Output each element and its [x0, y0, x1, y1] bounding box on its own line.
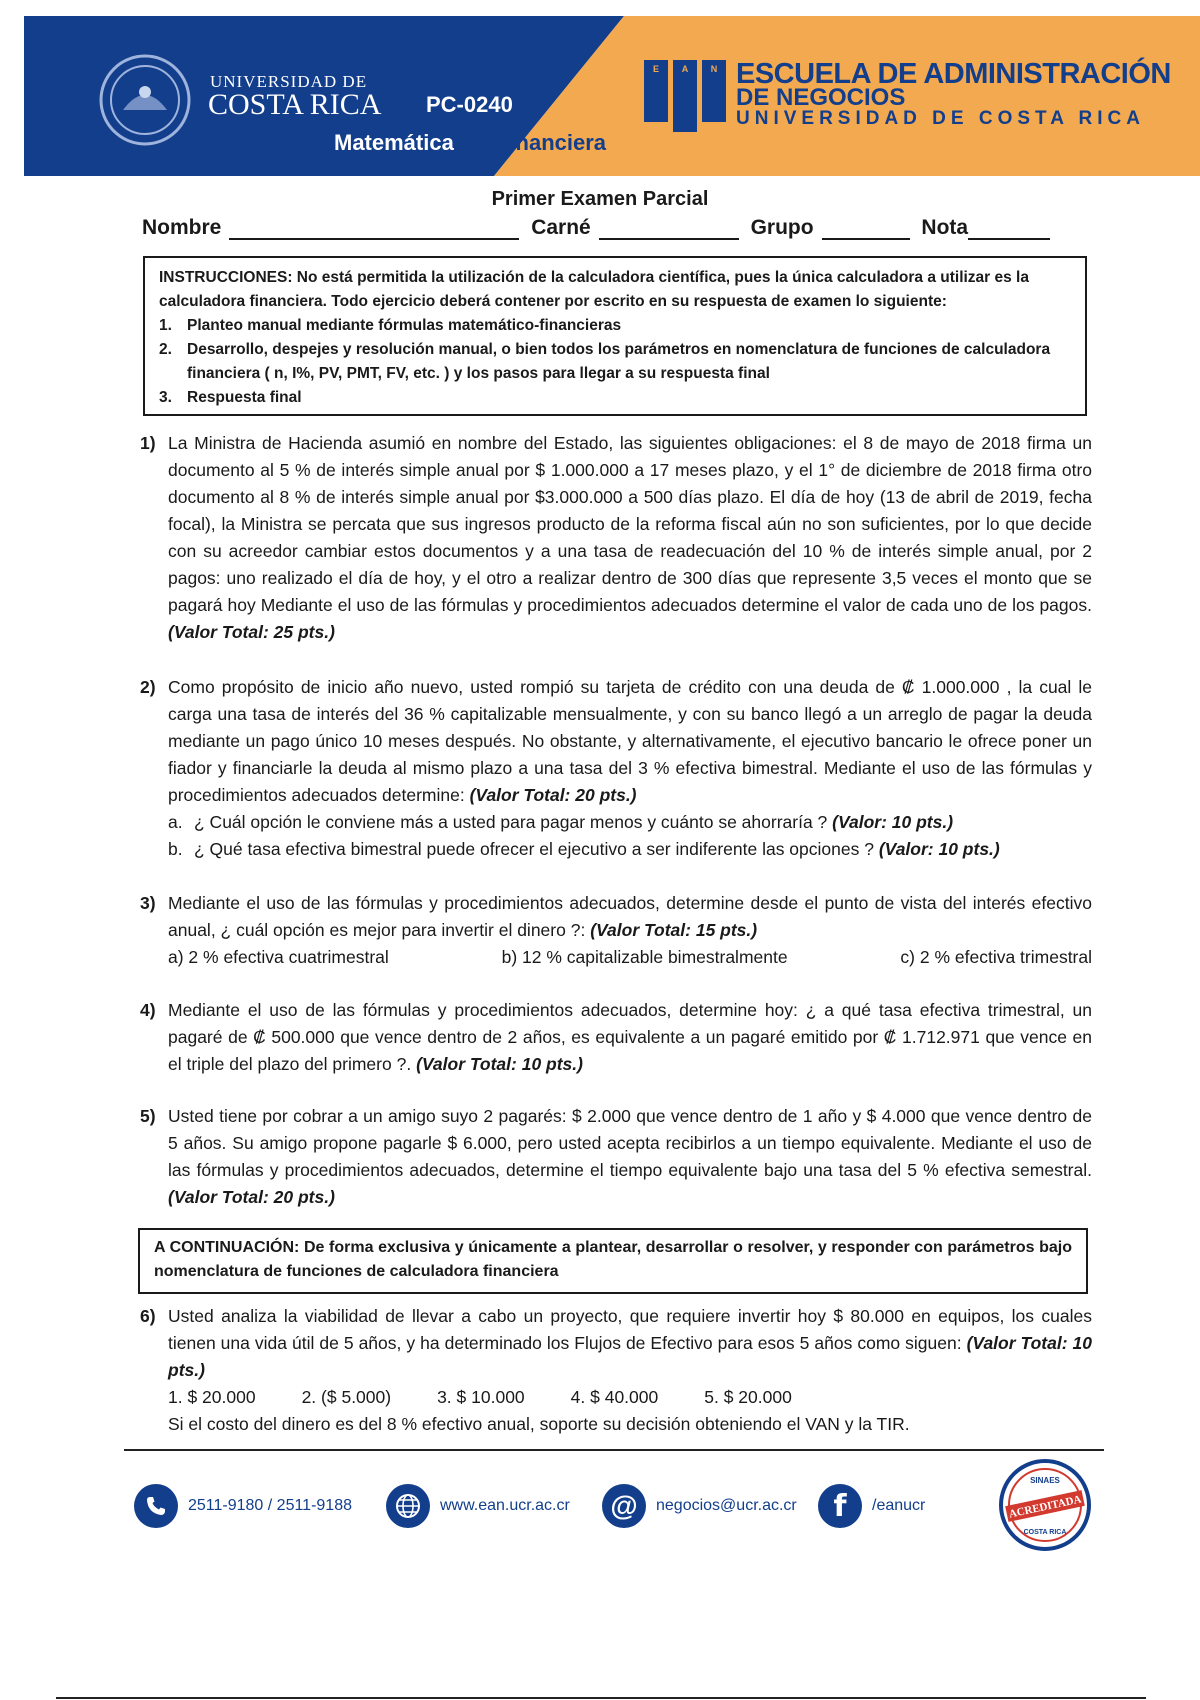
cash-flow-4: 4. $ 40.000 — [570, 1387, 659, 1407]
question-6 — [140, 1303, 1092, 1438]
question-points: (Valor Total: 20 pts.) — [168, 1187, 335, 1207]
facebook-icon: f — [818, 1484, 862, 1528]
question-points: (Valor Total: 15 pts.) — [590, 920, 758, 940]
question-text: Mediante el uso de las fórmulas y procedimientos adecuados, determine desde el punto de vista del interés efectivo anual, ¿ cuál opción es mejor para invertir el dinero ?: — [168, 893, 1092, 940]
banner-background — [24, 16, 1200, 176]
group-label: Grupo — [750, 216, 814, 239]
phone-icon — [134, 1484, 178, 1528]
subquestion-b: b. ¿ Qué tasa efectiva bimestral puede ofrecer el ejecutivo a ser indiferente las opciones ? (Valor: 10 pts.) — [168, 839, 1000, 859]
ucr-seal-icon — [95, 50, 195, 150]
question-3 — [140, 890, 1092, 971]
question-number: 6) — [140, 1306, 156, 1326]
school-line1: ESCUELA DE ADMINISTRACIÓN — [736, 58, 1171, 90]
email-text: negocios@ucr.ac.cr — [656, 1497, 797, 1514]
question-text: Usted analiza la viabilidad de llevar a cabo un proyecto, que requiere invertir hoy $ 80.000 en equipos, los cuales tienen una vida útil de 5 años, y ha determinado los Flujos de Efectivo para esos 5 años como siguen: — [168, 1306, 1092, 1353]
question-text: La Ministra de Hacienda asumió en nombre del Estado, las siguientes obligaciones: el 8 de mayo de 2018 firma un documento al 5 % de interés simple anual por $ 1.000.000 a 17 meses plazo, y el 1° de diciembre de 2018 firma otro documento al 8 % de interés simple anual por $3.000.000 a 500 días plazo. El día de hoy (13 de abril de 2019, fecha focal), la Ministra se percata que sus ingresos producto de la reforma fiscal aún no son suficientes, por lo que decide con su acreedor cambiar estos documentos y a una tasa de readecuación del 10 % de interés simple anual, por 2 pagos: uno realizado el día de hoy, y el otro a realizar dentro de 300 días que represente 3,5 veces el monto que se pagará hoy Mediante el uso de las fórmulas y procedimientos adecuados determine el valor de cada uno de los pagos. — [168, 433, 1092, 615]
name-blank[interactable] — [229, 218, 519, 240]
cash-flow-3: 3. $ 10.000 — [437, 1387, 525, 1407]
option-c: c) 2 % efectiva trimestral — [900, 947, 1092, 967]
question-5 — [140, 1103, 1092, 1211]
instruction-item: 1. Planteo manual mediante fórmulas matemático-financieras — [159, 317, 622, 334]
question-number: 5) — [140, 1106, 156, 1126]
question-points: (Valor Total: 10 pts.) — [168, 1333, 1092, 1380]
group-blank[interactable] — [822, 218, 910, 240]
question-text: Mediante el uso de las fórmulas y procedimientos adecuados, determine hoy: ¿ a qué tasa efectiva trimestral, un pagaré de ₡ 500.000 que vence dentro de 2 años, es equivalente a un pagaré emitido por ₡ 1.712.971 que vence en el triple del plazo del primero ?. — [168, 1000, 1092, 1074]
question-closing: Si el costo del dinero es del 8 % efectivo anual, soporte su decisión obteniendo el VAN y la TIR. — [168, 1414, 910, 1434]
accreditation-badge — [998, 1458, 1092, 1552]
grade-blank[interactable] — [968, 218, 1050, 240]
carne-blank[interactable] — [599, 218, 739, 240]
options-row — [168, 944, 1092, 971]
question-number: 4) — [140, 1000, 156, 1020]
question-number: 1) — [140, 433, 156, 453]
subquestion-a: a. ¿ Cuál opción le conviene más a usted para pagar menos y cuánto se ahorraría ? (Valor: 10 pts.) — [168, 812, 954, 832]
ean-logo-icon — [644, 60, 726, 132]
footer-website[interactable] — [386, 1484, 570, 1528]
question-text: Como propósito de inicio año nuevo, usted rompió su tarjeta de crédito con una deuda de ₡ 1.000.000 , la cual le carga una tasa de interés del 36 % capitalizable mensualmente, y con su banco llegó a un arreglo de pagar la deuda mediante un pago único 10 meses después. No obstante, y alternativamente, el ejecutivo bancario le ofrece poner un fiador y financiarle la deuda al mismo plazo a una tasa del 3 % efectiva bimestral. Mediante el uso de las fórmulas y procedimientos adecuados determine: — [168, 677, 1092, 805]
school-line3: UNIVERSIDAD DE COSTA RICA — [736, 108, 1145, 129]
globe-icon — [386, 1484, 430, 1528]
question-number: 3) — [140, 893, 156, 913]
question-number: 2) — [140, 677, 156, 697]
ean-letter-a: A — [681, 64, 689, 74]
phone-text: 2511-9180 / 2511-9188 — [188, 1497, 352, 1514]
ean-letter-n: N — [710, 64, 718, 74]
course-name-part2: Financiera — [496, 130, 607, 155]
footer-email[interactable] — [602, 1484, 797, 1528]
cash-flows-row — [168, 1384, 1092, 1411]
badge-top-text: SINAES — [1030, 1476, 1060, 1485]
question-text: Usted tiene por cobrar a un amigo suyo 2 pagarés: $ 2.000 que vence dentro de 1 año y $ 4.000 que vence dentro de 5 años. Su amigo propone pagarle $ 6.000, pero usted acepta recibirlos a un tiempo equivalente. Mediante el uso de las fórmulas y procedimientos adecuados, determine el tiempo equivalente bajo una tasa del 5 % efectiva semestral. — [168, 1106, 1092, 1180]
footer-divider — [124, 1449, 1104, 1451]
instructions-intro: INSTRUCCIONES: No está permitida la utilización de la calculadora científica, pues la única calculadora a utilizar es la calculadora financiera. Todo ejercicio deberá contener por escrito en su respuesta de examen lo siguiente: — [159, 269, 1029, 310]
instruction-item: 3. Respuesta final — [159, 389, 302, 406]
footer-phone[interactable] — [134, 1484, 352, 1528]
option-a: a) 2 % efectiva cuatrimestral — [168, 947, 389, 967]
question-points: (Valor Total: 10 pts.) — [416, 1054, 583, 1074]
footer-facebook[interactable] — [818, 1484, 925, 1528]
badge-bottom-text: COSTA RICA — [1023, 1529, 1067, 1536]
grade-label: Nota — [921, 216, 969, 239]
cash-flow-2: 2. ($ 5.000) — [301, 1387, 392, 1407]
instruction-item: 2. Desarrollo, despejes y resolución manual, o bien todos los parámetros en nomenclatura de funciones de calculadora financiera ( n, I%, PV, PMT, FV, etc. ) y los pasos para llegar a su respuesta final — [159, 341, 1051, 382]
question-points: (Valor Total: 20 pts.) — [469, 785, 637, 805]
at-icon: @ — [602, 1484, 646, 1528]
course-code: PC-0240 — [426, 92, 513, 117]
page-bottom-line — [56, 1697, 1146, 1699]
name-label: Nombre — [142, 216, 222, 239]
university-line1: UNIVERSIDAD DE — [210, 72, 368, 91]
university-line2: COSTA RICA — [208, 88, 382, 121]
school-line2: DE NEGOCIOS — [736, 84, 906, 111]
student-fields — [142, 216, 1056, 240]
question-1 — [140, 430, 1092, 646]
website-text: www.ean.ucr.ac.cr — [440, 1497, 570, 1514]
question-2 — [140, 674, 1092, 863]
instructions-box — [143, 256, 1087, 416]
course-name-part1: Matemática — [334, 130, 454, 155]
facebook-text: /eanucr — [872, 1497, 926, 1514]
cash-flow-1: 1. $ 20.000 — [168, 1387, 256, 1407]
question-4 — [140, 997, 1092, 1078]
cash-flow-5: 5. $ 20.000 — [704, 1387, 792, 1407]
badge-middle-text: ACREDITADA — [1007, 1493, 1083, 1521]
carne-label: Carné — [531, 216, 591, 239]
header-banner — [24, 16, 1200, 176]
exam-title: Primer Examen Parcial — [491, 188, 709, 210]
continuation-box: A CONTINUACIÓN: De forma exclusiva y únicamente a plantear, desarrollar o resolver, y responder con parámetros bajo nomenclatura de funciones de calculadora financiera — [138, 1228, 1088, 1294]
option-b: b) 12 % capitalizable bimestralmente — [501, 947, 788, 967]
question-points: (Valor Total: 25 pts.) — [168, 622, 335, 642]
ean-letter-e: E — [652, 64, 660, 74]
